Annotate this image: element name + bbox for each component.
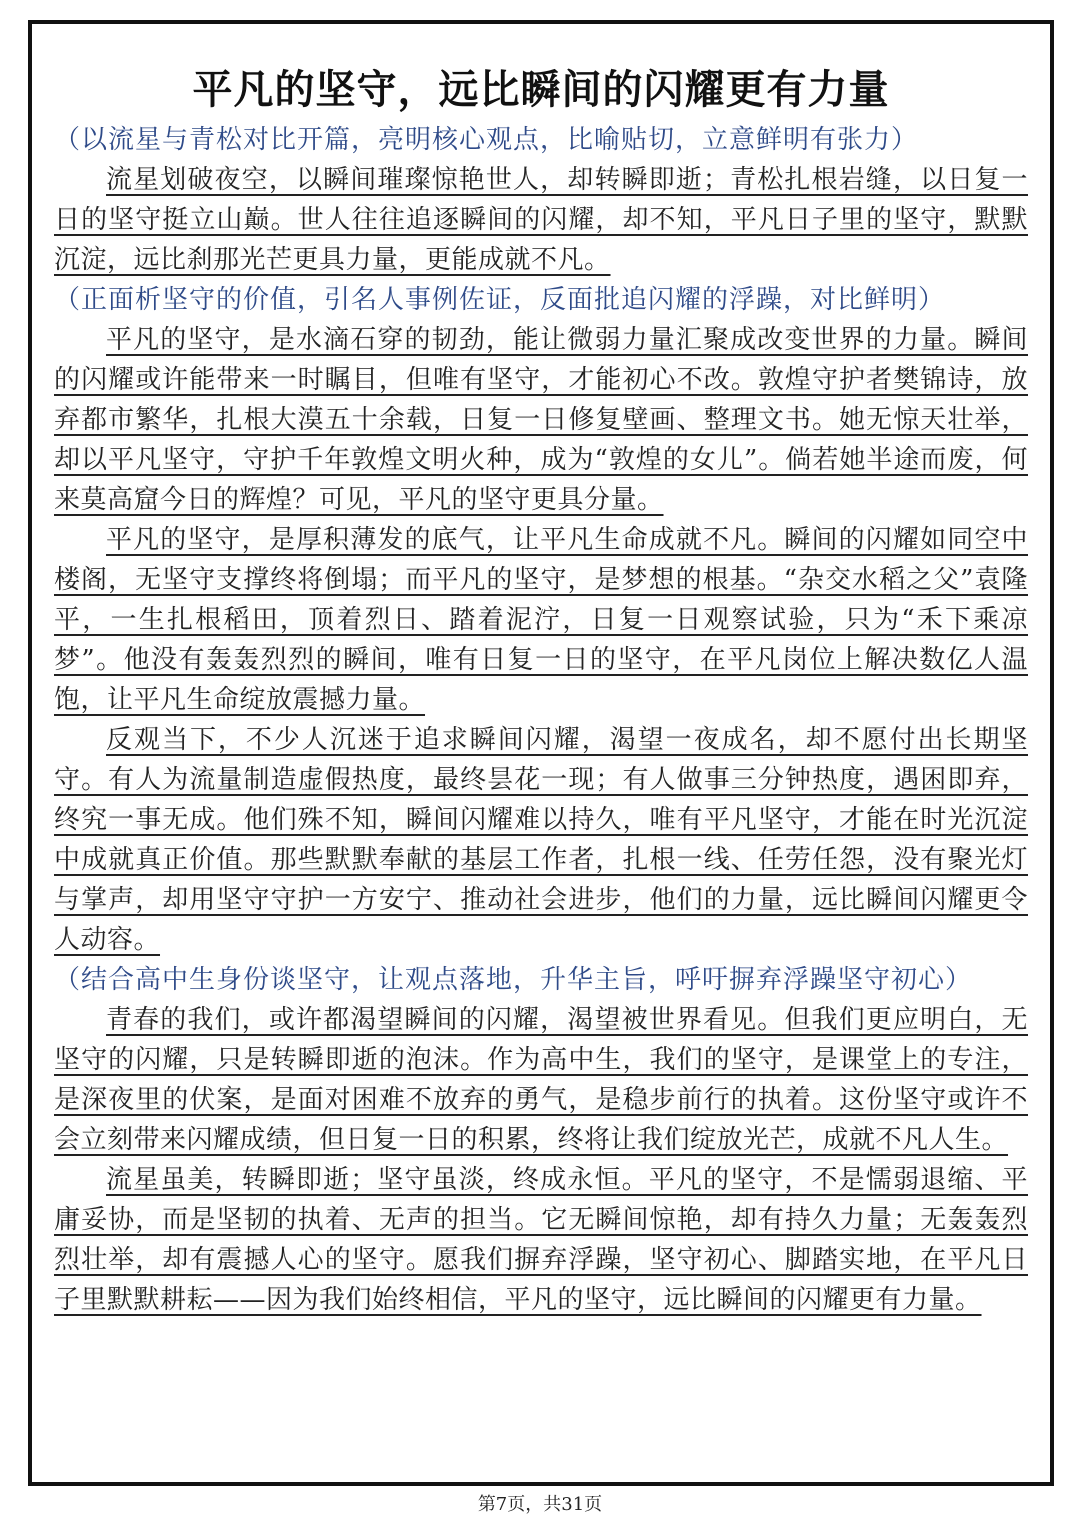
essay-paragraph: 平凡的坚守，是水滴石穿的韧劲，能让微弱力量汇聚成改变世界的力量。瞬间的闪耀或许能带来一时瞩目，但唯有坚守，才能初心不改。敦煌守护者樊锦诗，放弃都市繁华，扎根大漠五十余载，日复一日修复壁画、整理文书。她无惊天壮举，却以平凡坚守，守护千年敦煌文明火种，成为“敦煌的女儿”。倘若她半途而废，何来莫高窟今日的辉煌？可见，平凡的坚守更具分量。 <box>54 325 1028 515</box>
essay-paragraph: 流星虽美，转瞬即逝；坚守虽淡，终成永恒。平凡的坚守，不是懦弱退缩、平庸妥协，而是坚韧的执着、无声的担当。它无瞬间惊艳，却有持久力量；无轰轰烈烈壮举，却有震撼人心的坚守。愿我们摒弃浮躁，坚守初心、脚踏实地，在平凡日子里默默耕耘——因为我们始终相信，平凡的坚守，远比瞬间的闪耀更有力量。 <box>54 1165 1028 1315</box>
page-frame <box>28 20 1054 1486</box>
annotation-note: （以流星与青松对比开篇，亮明核心观点，比喻贴切，立意鲜明有张力） <box>54 125 919 155</box>
essay-body <box>54 120 1028 1320</box>
essay-paragraph: 反观当下，不少人沉迷于追求瞬间闪耀，渴望一夜成名，却不愿付出长期坚守。有人为流量制造虚假热度，最终昙花一现；有人做事三分钟热度，遇困即弃，终究一事无成。他们殊不知，瞬间闪耀难以持久，唯有平凡坚守，才能在时光沉淀中成就真正价值。那些默默奉献的基层工作者，扎根一线、任劳任怨，没有聚光灯与掌声，却用坚守守护一方安宁、推动社会进步，他们的力量，远比瞬间闪耀更令人动容。 <box>54 725 1028 955</box>
annotation-note: （结合高中生身份谈坚守，让观点落地，升华主旨，呼吁摒弃浮躁坚守初心） <box>54 965 973 995</box>
essay-paragraph: 青春的我们，或许都渴望瞬间的闪耀，渴望被世界看见。但我们更应明白，无坚守的闪耀，只是转瞬即逝的泡沫。作为高中生，我们的坚守，是课堂上的专注，是深夜里的伏案，是面对困难不放弃的勇气，是稳步前行的执着。这份坚守或许不会立刻带来闪耀成绩，但日复一日的积累，终将让我们绽放光芒，成就不凡人生。 <box>54 1005 1028 1155</box>
page-number: 第7页，共31页 <box>477 1494 603 1515</box>
page-title: 平凡的坚守，远比瞬间的闪耀更有力量 <box>192 67 890 113</box>
essay-paragraph: 流星划破夜空，以瞬间璀璨惊艳世人，却转瞬即逝；青松扎根岩缝，以日复一日的坚守挺立山巅。世人往往追逐瞬间的闪耀，却不知，平凡日子里的坚守，默默沉淀，远比刹那光芒更具力量，更能成就不凡。 <box>54 165 1028 275</box>
essay-paragraph: 平凡的坚守，是厚积薄发的底气，让平凡生命成就不凡。瞬间的闪耀如同空中楼阁，无坚守支撑终将倒塌；而平凡的坚守，是梦想的根基。“杂交水稻之父”袁隆平，一生扎根稻田，顶着烈日、踏着泥泞，日复一日观察试验，只为“禾下乘凉梦”。他没有轰轰烈烈的瞬间，唯有日复一日的坚守，在平凡岗位上解决数亿人温饱，让平凡生命绽放震撼力量。 <box>54 525 1028 715</box>
annotation-note: （正面析坚守的价值，引名人事例佐证，反面批追闪耀的浮躁，对比鲜明） <box>54 285 946 315</box>
